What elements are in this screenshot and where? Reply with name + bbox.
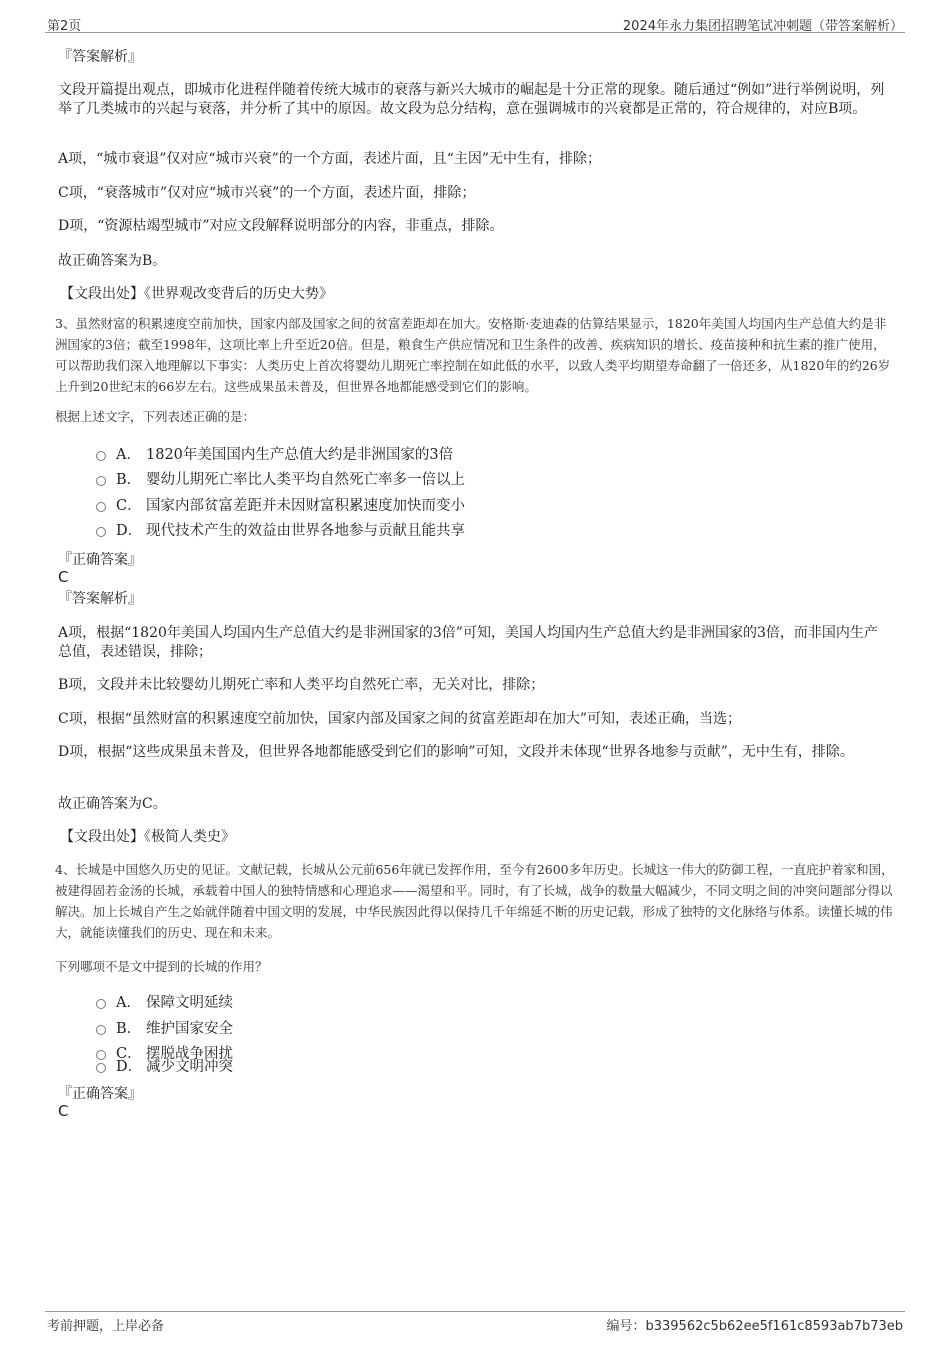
radio-icon[interactable] — [96, 527, 106, 537]
document-title: 2024年永力集团招聘笔试冲刺题（带答案解析） — [622, 19, 903, 34]
question-4-option-d[interactable]: D． 减少文明冲突 — [96, 1058, 233, 1076]
radio-icon[interactable] — [96, 476, 106, 486]
radio-icon[interactable] — [96, 451, 106, 461]
analysis-option-d: D项，“资源枯竭型城市”对应文段解释说明部分的内容，非重点，排除。 — [58, 218, 504, 234]
analysis-paragraph: 文段开篇提出观点，即城市化进程伴随着传统大城市的衰落与新兴大城市的崛起是十分正常的现象。随后通过“例如”进行举例说明，列举了几类城市的兴起与衰落，并分析了其中的原因。故文段为总分结构，意在强调城市的兴衰都是正常的，符合规律的，对应B项。 — [58, 82, 885, 117]
correct-answer: C — [58, 568, 69, 586]
question-3-option-a[interactable]: A． 1820年美国国内生产总值大约是非洲国家的3倍 — [96, 446, 453, 464]
question-4-option-a[interactable]: A． 保障文明延续 — [96, 994, 233, 1012]
analysis-label: 『答案解析』 — [58, 49, 142, 65]
analysis-label: 『答案解析』 — [58, 591, 142, 607]
analysis-option-a: A项，“城市衰退”仅对应“城市兴衰”的一个方面，表述片面，且“主因”无中生有，排除； — [58, 151, 602, 167]
page-header — [45, 14, 905, 33]
radio-icon[interactable] — [96, 502, 106, 512]
page-number: 第2页 — [47, 19, 82, 34]
correct-answer: C — [58, 1102, 69, 1120]
radio-icon[interactable] — [96, 999, 106, 1009]
explanation-b: B项，文段并未比较婴幼儿期死亡率和人类平均自然死亡率，无关对比，排除； — [58, 677, 545, 693]
analysis-conclusion: 故正确答案为B。 — [58, 253, 167, 269]
radio-icon[interactable] — [96, 1063, 106, 1073]
explanation-a: A项，根据“1820年美国人均国内生产总值大约是非洲国家的3倍”可知，美国人均国内生产总值大约是非洲国家的3倍，而非国内生产总值，表述错误，排除； — [58, 625, 878, 660]
question-3-option-b[interactable]: B． 婴幼儿期死亡率比人类平均自然死亡率多一倍以上 — [96, 471, 465, 489]
question-4-option-c[interactable]: C． 摆脱战争困扰 — [96, 1045, 233, 1063]
source-citation: 【文段出处】《世界观改变背后的历史大势》 — [60, 286, 333, 302]
footer-slogan: 考前押题，上岸必备 — [47, 1319, 165, 1334]
analysis-option-c: C项，“衰落城市”仅对应“城市兴衰”的一个方面，表述片面，排除； — [58, 185, 476, 201]
page-footer — [45, 1311, 905, 1334]
explanation-d: D项，根据“这些成果虽未普及，但世界各地都能感受到它们的影响”可知，文段并未体现“世界各地参与贡献”，无中生有，排除。 — [58, 744, 854, 760]
question-4-prompt: 下列哪项不是文中提到的长城的作用？ — [55, 959, 268, 974]
question-3-option-c[interactable]: C． 国家内部贫富差距并未因财富积累速度加快而变小 — [96, 497, 465, 515]
question-3-prompt: 根据上述文字，下列表述正确的是： — [55, 409, 256, 424]
analysis-conclusion: 故正确答案为C。 — [58, 796, 167, 812]
radio-icon[interactable] — [96, 1025, 106, 1035]
correct-answer-label: 『正确答案』 — [58, 552, 142, 568]
document-id: 编号：b339562c5b62ee5f161c8593ab7b73eb — [606, 1319, 903, 1334]
question-4-option-b[interactable]: B． 维护国家安全 — [96, 1020, 233, 1038]
question-4-stem: 4、长城是中国悠久历史的见证。文献记载，长城从公元前656年就已发挥作用，至今有2600多年历史。长城这一伟大的防御工程，一直庇护着家和国，被建得固若金汤的长城，承载着中国人的独特情感和心理追求——渴望和平。同时，有了长城，战争的数量大幅减少，不同文明之间的冲突问题部分得以解决。加上长城自产生之始就伴随着中国文明的发展，中华民族因此得以保持几千年绵延不断的历史记载，形成了独特的文化脉络与体系。读懂长城的伟大，就能读懂我们的历史、现在和未来。 — [55, 862, 894, 940]
source-citation: 【文段出处】《极简人类史》 — [60, 829, 235, 845]
explanation-c: C项，根据“虽然财富的积累速度空前加快，国家内部及国家之间的贫富差距却在加大”可知，表述正确，当选； — [58, 711, 742, 727]
correct-answer-label: 『正确答案』 — [58, 1086, 142, 1102]
question-3-stem: 3、虽然财富的积累速度空前加快，国家内部及国家之间的贫富差距却在加大。安格斯·麦迪森的估算结果显示，1820年美国人均国内生产总值大约是非洲国家的3倍；截至1998年，这项比率上升至近20倍。但是，粮食生产供应情况和卫生条件的改善、疾病知识的增长、疫苗接种和抗生素的推广使用，可以帮助我们深入地理解以下事实：人类历史上首次将婴幼儿期死亡率控制在如此低的水平，以致人类平均期望寿命翻了一倍还多，从1820年的约26岁上升到20世纪末的66岁左右。这些成果虽未普及，但世界各地都能感受到它们的影响。 — [55, 316, 891, 394]
question-3-option-d[interactable]: D． 现代技术产生的效益由世界各地参与贡献且能共享 — [96, 522, 465, 540]
